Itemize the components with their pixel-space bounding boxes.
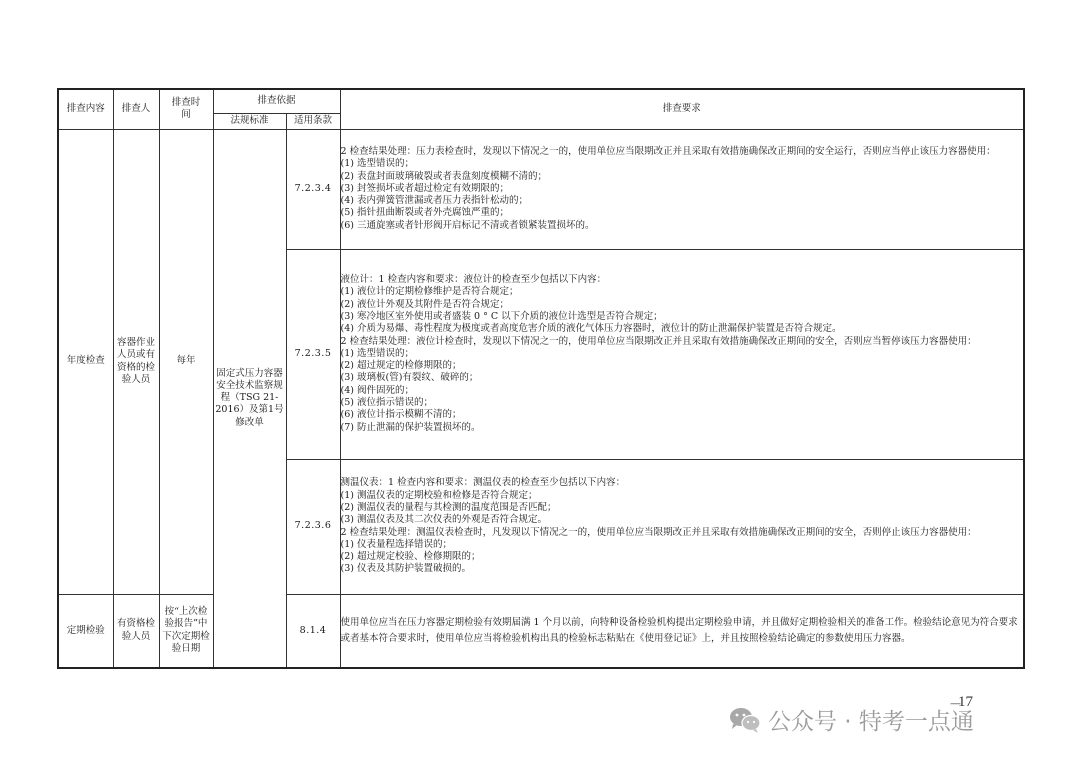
requirement-line: (1) 测温仪表的定期校验和检修是否符合规定；: [340, 489, 538, 501]
requirement-line: (3) 寒冷地区室外使用或者盛装 0 ° C 以下介质的液位计选型是否符合规定；: [340, 310, 663, 322]
requirement-line: (1) 液位计的定期检修维护是否符合规定；: [340, 286, 519, 298]
header-item: 排查内容: [58, 89, 113, 129]
requirement-line: (2) 液位计外观及其附件是否符合规定；: [340, 298, 509, 310]
wechat-icon: [728, 705, 762, 735]
header-time: 排查时间: [159, 89, 213, 129]
requirement-line: 测温仪表：1 检查内容和要求：测温仪表的检查至少包括以下内容：: [340, 477, 626, 489]
inspection-table: [57, 88, 1025, 669]
watermark-text: 公众号 · 特考一点通: [768, 709, 974, 735]
requirement-line: (2) 超过规定校验、检修期限的；: [340, 551, 481, 563]
requirement-line: (1) 选型错误的；: [340, 347, 414, 359]
page-number-dash: —: [950, 697, 961, 710]
periodic-time: 按“上次检验报告”中下次定期检验日期: [159, 594, 213, 668]
clause-cell: 8.1.4: [286, 594, 340, 668]
header-requirement: 排查要求: [340, 89, 1024, 129]
clause-cell: 7.2.3.4: [286, 129, 340, 249]
requirement-line: 2 检查结果处理：液位计检查时，发现以下情况之一的，使用单位应当限期改正并且采取有效措施确保改正期间的安全，否则应当暂停该压力容器使用：: [340, 335, 977, 347]
periodic-item: 定期检验: [58, 594, 113, 668]
requirement-line: (2) 测温仪表的量程与其检测的温度范围是否匹配；: [340, 501, 557, 513]
clause-cell: 7.2.3.5: [286, 249, 340, 459]
requirement-cell: [340, 129, 1024, 249]
annual-time: 每年: [159, 129, 213, 594]
header-basis: 排查依据: [213, 89, 340, 113]
annual-person: 容器作业人员或有资格的检验人员: [113, 129, 159, 594]
requirement-line: (4) 表内弹簧管泄漏或者压力表指针松动的；: [340, 195, 528, 207]
requirement-line: (5) 指针扭曲断裂或者外壳腐蚀严重的；: [340, 207, 509, 219]
requirement-line: (6) 液位计指示模糊不清的；: [340, 409, 462, 421]
clause-cell: 7.2.3.6: [286, 459, 340, 594]
page-number: 17: [958, 694, 973, 710]
periodic-person: 有资格检验人员: [113, 594, 159, 668]
requirement-line: (3) 测温仪表及其二次仪表的外观是否符合规定。: [340, 514, 547, 526]
requirement-line: (3) 玻璃板(管)有裂纹、破碎的；: [340, 372, 479, 384]
requirement-cell: [340, 594, 1024, 668]
header-clause: 适用条款: [286, 113, 340, 129]
requirement-line: (4) 介质为易爆、毒性程度为极度或者高度危害介质的液化气体压力容器时，液位计的防止泄漏保护装置是否符合规定。: [340, 323, 842, 335]
requirement-line: (5) 液位指示错误的；: [340, 397, 433, 409]
requirement-line: (3) 封签损坏或者超过检定有效期限的；: [340, 182, 509, 194]
requirement-line: 液位计：1 检查内容和要求：液位计的检查至少包括以下内容：: [340, 274, 607, 286]
requirement-line: (1) 仪表量程选择错误的；: [340, 538, 452, 550]
requirement-line: (7) 防止泄漏的保护装置损坏的。: [340, 421, 481, 433]
requirement-line: (1) 选型错误的；: [340, 158, 414, 170]
requirement-line: (2) 超过规定的检修期限的；: [340, 360, 462, 372]
header-person: 排查人: [113, 89, 159, 129]
requirement-cell: [340, 459, 1024, 594]
requirement-line: 2 检查结果处理：测温仪表检查时，凡发现以下情况之一的，使用单位应当限期改正并且采取有效措施确保改正期间的安全，否则停止该压力容器使用：: [340, 526, 977, 538]
requirement-line: (3) 仪表及其防护装置破损的。: [340, 563, 471, 575]
header-regulation: 法规标准: [213, 113, 286, 129]
requirement-line: 2 检查结果处理：压力表检查时，发现以下情况之一的，使用单位应当限期改正并且采取有效措施确保改正期间的安全运行，否则应当停止该压力容器使用：: [340, 145, 996, 157]
requirement-line: (4) 阀件固死的；: [340, 384, 414, 396]
requirement-line: (6) 三通旋塞或者针形阀开启标记不清或者锁紧装置损坏的。: [340, 219, 595, 231]
requirement-line: 使用单位应当在压力容器定期检验有效期届满 1 个月以前，向特种设备检验机构提出定期检验申请，并且做好定期检验相关的准备工作。检验结论意见为符合要求或者基本符合要求时，使用单位应当将检验机构出具的检验标志粘贴在《使用登记证》上，并且按照检验结论确定的参数使用压力容器。: [340, 616, 1018, 644]
requirement-cell: [340, 249, 1024, 459]
requirement-line: (2) 表盘封面玻璃破裂或者表盘刻度模糊不清的；: [340, 170, 547, 182]
watermark: [728, 703, 974, 736]
annual-item: 年度检查: [58, 129, 113, 594]
regulation-cell: 固定式压力容器安全技术监察规程（TSG 21-2016）及第1号修改单: [213, 129, 286, 668]
